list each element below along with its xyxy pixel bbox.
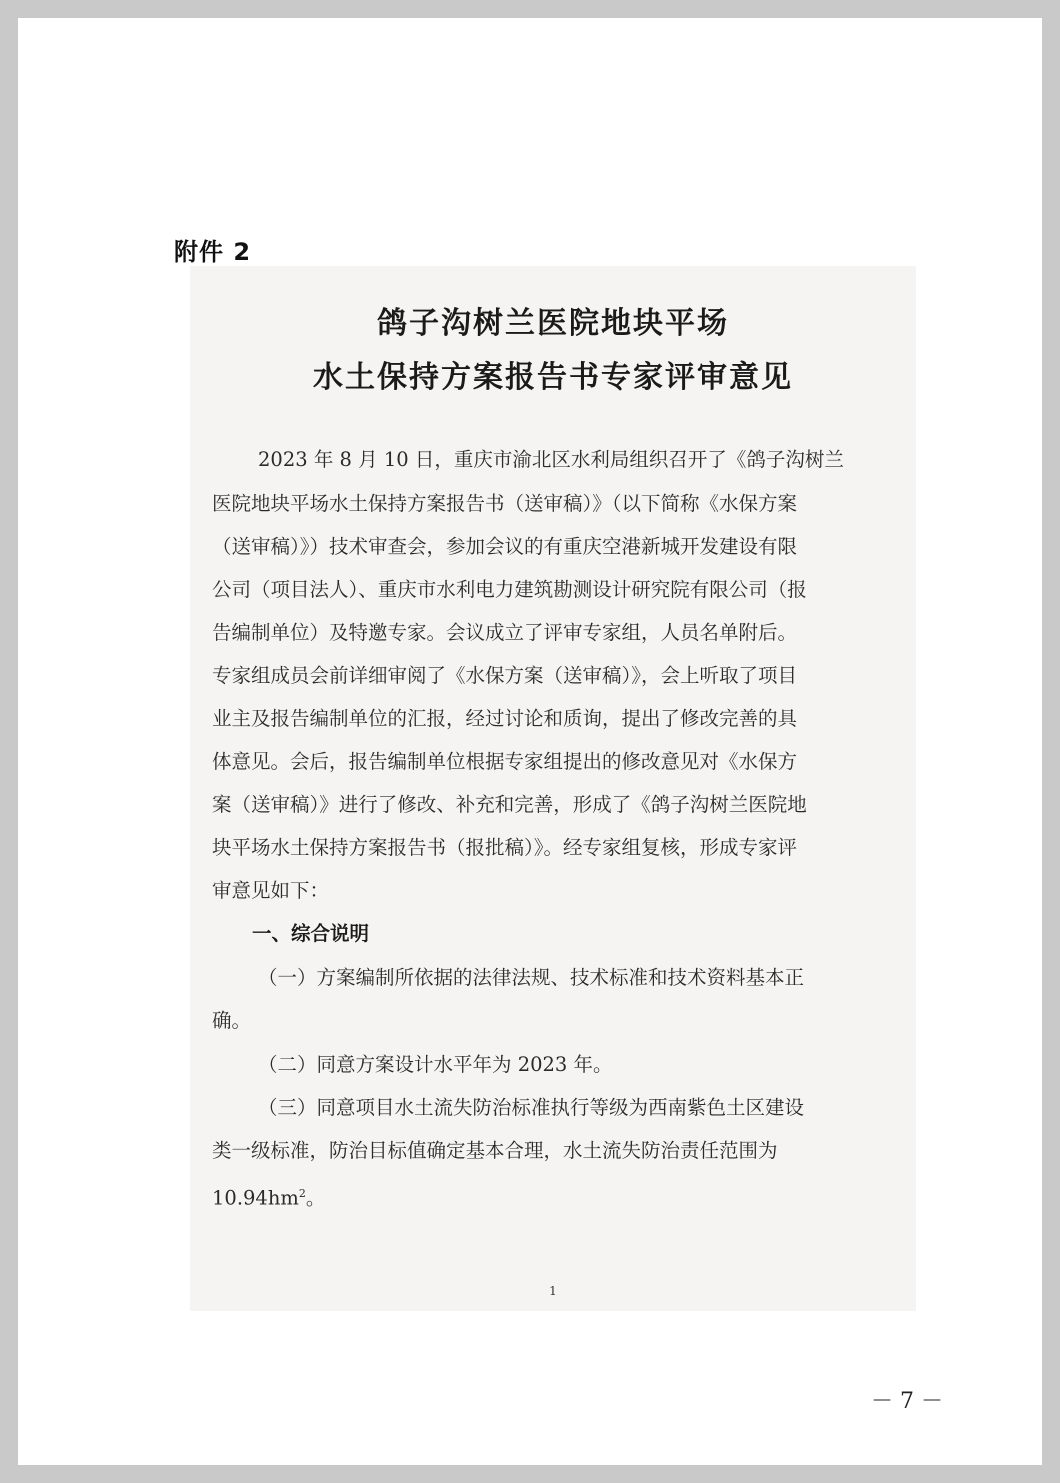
body-line: （送审稿）》）技术审查会，参加会议的有重庆空港新城开发建设有限 bbox=[212, 535, 798, 558]
area-value: 10.94hm bbox=[212, 1186, 299, 1210]
document-page bbox=[18, 18, 1042, 1465]
body-line: 医院地块平场水土保持方案报告书（送审稿）》（以下简称《水保方案 bbox=[212, 492, 798, 515]
item-line: （三）同意项目水土流失防治标准执行等级为西南紫色土区建设 bbox=[258, 1096, 805, 1119]
scan-page-number: 1 bbox=[549, 1284, 557, 1298]
item-line: （一）方案编制所依据的法律法规、技术标准和技术资料基本正 bbox=[258, 966, 805, 989]
document-title-line1: 鸽子沟树兰医院地块平场 bbox=[377, 306, 729, 341]
page-number: － 7 － bbox=[871, 1389, 943, 1414]
body-line: 案（送审稿）》进行了修改、补充和完善，形成了《鸽子沟树兰医院地 bbox=[212, 793, 807, 816]
attachment-label: 附件 2 bbox=[174, 238, 252, 266]
body-line: 2023 年 8 月 10 日，重庆市渝北区水利局组织召开了《鸽子沟树兰 bbox=[258, 448, 844, 471]
area-unit-superscript: 2 bbox=[298, 1187, 306, 1200]
document-title-line2: 水土保持方案报告书专家评审意见 bbox=[313, 360, 793, 395]
item-line: （二）同意方案设计水平年为 2023 年。 bbox=[258, 1053, 613, 1076]
item-line: 确。 bbox=[212, 1009, 252, 1032]
item-end-punctuation: 。 bbox=[305, 1186, 326, 1210]
section-heading: 一、综合说明 bbox=[252, 922, 370, 945]
item-line: 类一级标准，防治目标值确定基本合理，水土流失防治责任范围为 bbox=[212, 1139, 778, 1162]
body-line: 公司（项目法人）、重庆市水利电力建筑勘测设计研究院有限公司（报 bbox=[212, 578, 807, 601]
body-line: 专家组成员会前详细审阅了《水保方案（送审稿）》，会上听取了项目 bbox=[212, 664, 798, 687]
body-line: 业主及报告编制单位的汇报，经过讨论和质询，提出了修改完善的具 bbox=[212, 707, 798, 730]
body-line: 块平场水土保持方案报告书（报批稿）》。经专家组复核，形成专家评 bbox=[212, 836, 798, 859]
scanned-document bbox=[190, 266, 916, 1311]
body-line: 体意见。会后，报告编制单位根据专家组提出的修改意见对《水保方 bbox=[212, 750, 798, 773]
item-line bbox=[212, 1182, 325, 1211]
body-line: 审意见如下： bbox=[212, 879, 330, 902]
body-line: 告编制单位）及特邀专家。会议成立了评审专家组，人员名单附后。 bbox=[212, 621, 798, 644]
